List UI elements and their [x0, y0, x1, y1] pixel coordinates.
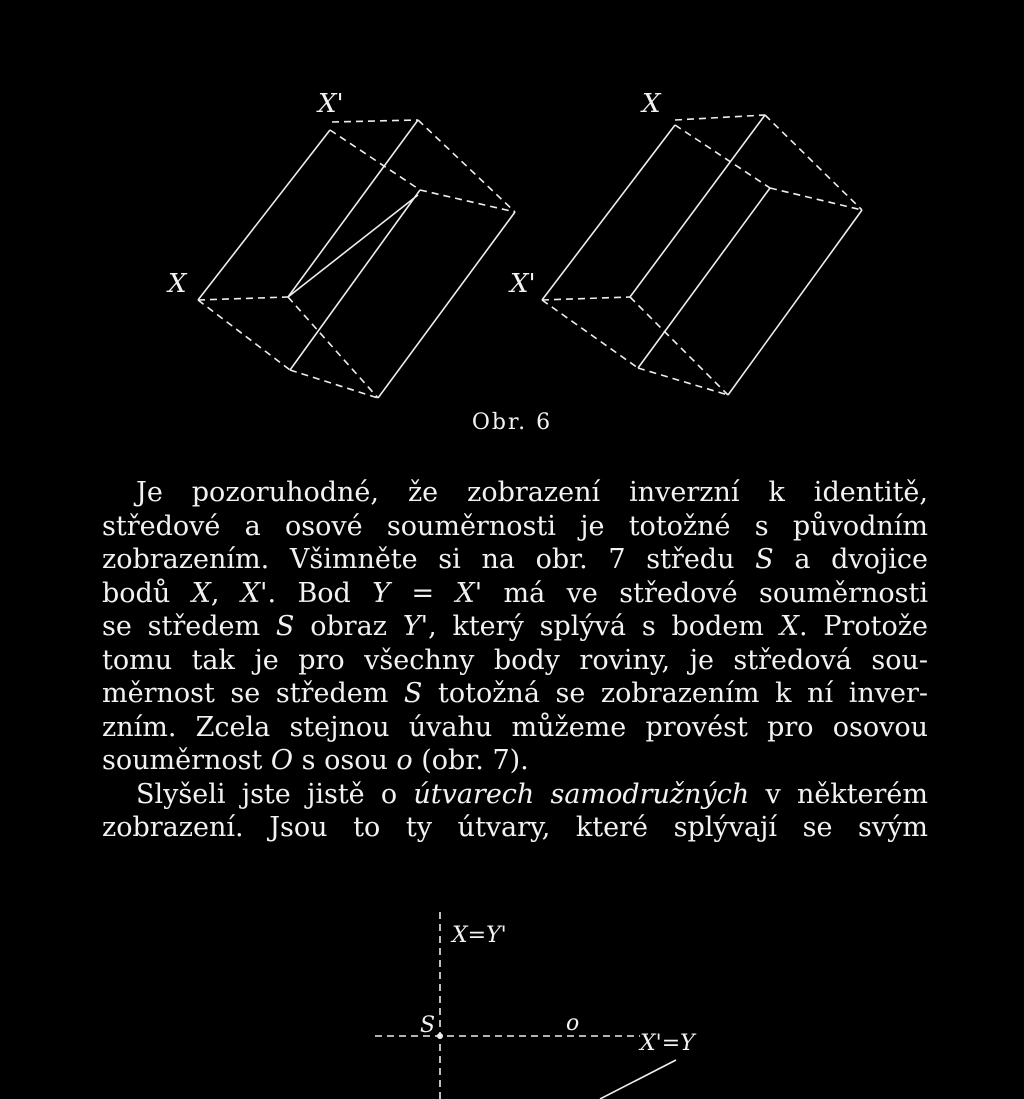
text-span: a dvojice [773, 544, 928, 575]
text-span: Je pozoruhodné, že zobrazení inverzní k identitě, [136, 477, 928, 508]
text-span: zobrazením. Všimněte si na obr. 7 středu [102, 544, 756, 575]
math-var: o [396, 745, 413, 776]
text-span: (obr. 7). [412, 745, 529, 776]
math-var: Y' [402, 611, 429, 642]
label-left-prism-top: X' [318, 89, 344, 119]
text-span: Slyšeli jste jistě o [136, 778, 414, 810]
text-span: se středem [102, 611, 276, 642]
text-span: obraz [294, 611, 403, 642]
text-span: = [390, 577, 456, 609]
body-text [102, 476, 928, 845]
figure-caption: Obr. 6 [471, 410, 553, 435]
math-var: O [270, 745, 294, 776]
text-span: souměrnost [102, 745, 271, 776]
text-line [102, 476, 928, 510]
math-var: S [755, 544, 774, 575]
text-line: zním. Zcela stejnou úvahu můžeme provést pro osovou [102, 711, 928, 743]
label-fig7-center: S [420, 1013, 436, 1038]
math-var: X' [240, 577, 268, 609]
math-var: X [779, 611, 799, 642]
text-span: má ve středové souměrnosti [482, 577, 928, 609]
label-right-prism-left: X' [510, 269, 536, 299]
text-span: , [210, 577, 241, 609]
text-line [102, 543, 928, 577]
text-line: tomu tak je pro všechny body roviny, je středová sou- [102, 644, 928, 676]
math-var: X [191, 577, 211, 609]
math-var: X' [455, 577, 483, 609]
text-span: s osou [293, 745, 397, 776]
text-line [102, 778, 928, 812]
text-line [102, 577, 928, 611]
figure-7-axes [375, 912, 676, 1099]
emphasis-term: útvarech samodružných [413, 778, 750, 810]
prism-left [198, 120, 515, 398]
text-line [102, 610, 928, 644]
text-span: měrnost se středem [102, 678, 404, 709]
prism-right [542, 115, 862, 395]
text-span: . Bod [267, 577, 373, 609]
text-span: bodů [102, 577, 192, 609]
math-var: Y [372, 577, 391, 609]
text-line [102, 744, 928, 778]
text-span: , který splývá s bodem [428, 611, 780, 642]
text-line: středové a osové souměrnosti je totožné s původním [102, 510, 928, 542]
text-line [102, 677, 928, 711]
text-span: totožná se zobrazením k ní inver- [422, 678, 928, 709]
label-left-prism-left: X [168, 269, 187, 299]
math-var: S [403, 678, 423, 709]
text-line: zobrazení. Jsou to ty útvary, které splývají se svým [102, 812, 928, 843]
label-fig7-axis: o [566, 1011, 580, 1036]
math-var: S [275, 611, 295, 642]
text-span: v některém [749, 778, 929, 810]
label-fig7-right: X'=Y [640, 1031, 695, 1056]
label-fig7-top: X=Y' [452, 923, 507, 948]
label-right-prism-top: X [642, 89, 661, 119]
text-span: . Protože [798, 611, 928, 642]
